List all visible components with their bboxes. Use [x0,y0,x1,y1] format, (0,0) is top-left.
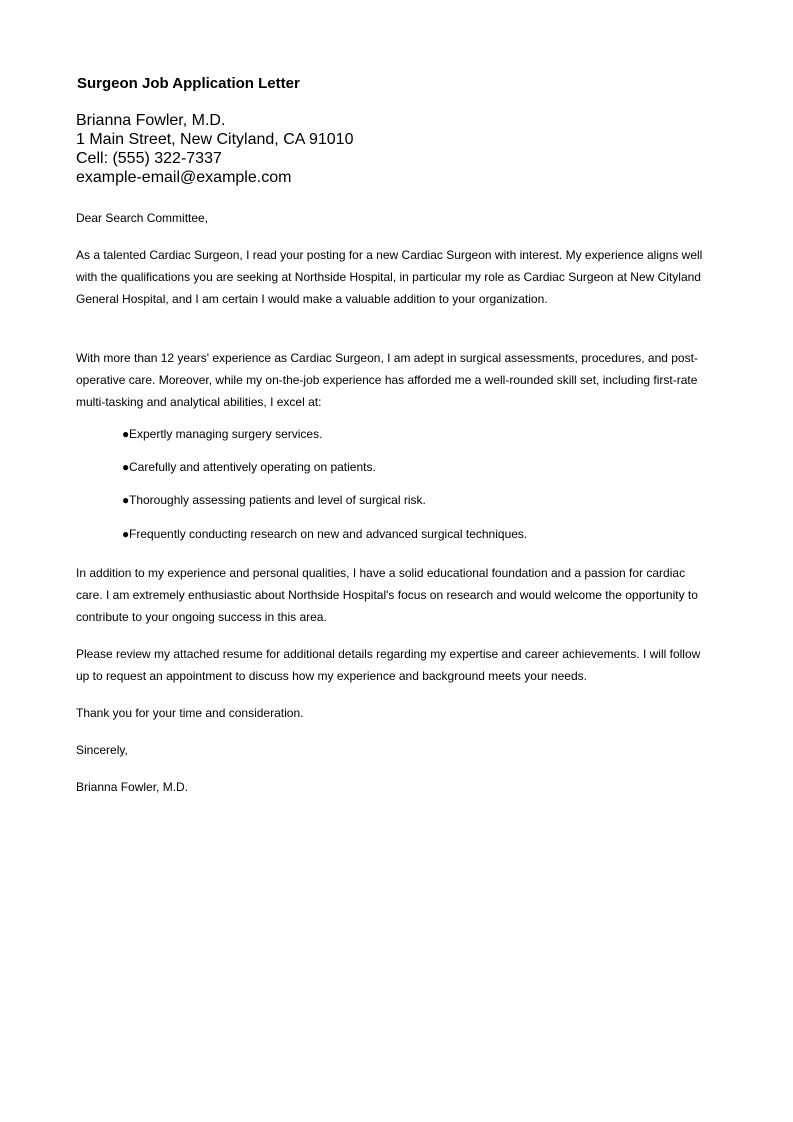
body-paragraph-3: In addition to my experience and personal qualities, I have a solid educational foundation and a passion for cardiac care. I am extremely enthusiastic about Northside Hospital's focus on research and would welcome the opportunity to contribute to your ongoing success in this area. [76,566,698,624]
list-item [122,489,426,511]
body-paragraph-1: As a talented Cardiac Surgeon, I read your posting for a new Cardiac Surgeon with interest. My experience aligns well with the qualifications you are seeking at Northside Hospital, in particular my role as Cardiac Surgeon at New Cityland General Hospital, and I am certain I would make a valuable addition to your organization. [76,248,703,306]
list-item-text: Carefully and attentively operating on patients. [129,460,376,474]
bullet-icon: ● [122,427,130,441]
bullet-icon: ● [122,527,130,541]
sender-address: 1 Main Street, New Cityland, CA 91010 [76,131,354,148]
bullet-icon: ● [122,460,130,474]
closing-thanks: Thank you for your time and consideration. [76,706,304,720]
body-paragraph-4: Please review my attached resume for additional details regarding my expertise and career achievements. I will follow up to request an appointment to discuss how my experience and background meets your needs. [76,647,701,683]
signoff: Sincerely, [76,743,128,757]
list-item [122,523,527,545]
list-item-text: Thoroughly assessing patients and level of surgical risk. [129,493,426,507]
sender-name: Brianna Fowler, M.D. [76,112,226,129]
sender-email: example-email@example.com [76,169,292,186]
body-paragraph-2: With more than 12 years' experience as Cardiac Surgeon, I am adept in surgical assessments, procedures, and post-operative care. Moreover, while my on-the-job experience has afforded me a well-rounded skill set, including first-rate multi-tasking and analytical abilities, I excel at: [76,351,698,409]
bullet-icon: ● [122,493,130,507]
document-title: Surgeon Job Application Letter [77,75,300,92]
signature-name: Brianna Fowler, M.D. [76,780,189,794]
list-item-text: Frequently conducting research on new and advanced surgical techniques. [129,527,528,541]
salutation: Dear Search Committee, [76,211,209,225]
sender-phone: Cell: (555) 322-7337 [76,150,222,167]
list-item [122,456,376,478]
list-item [122,423,322,445]
list-item-text: Expertly managing surgery services. [129,427,323,441]
sender-block [76,111,353,187]
